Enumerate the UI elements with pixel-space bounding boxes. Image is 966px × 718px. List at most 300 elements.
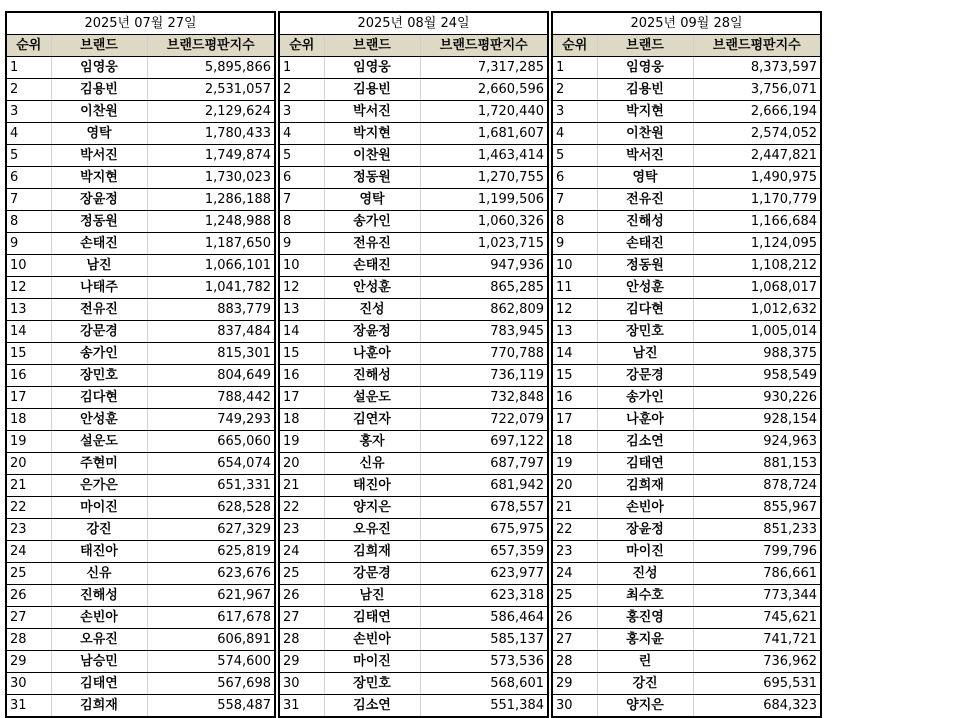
table-row <box>6 167 275 189</box>
rank-cell: 5 <box>6 145 51 167</box>
ranking-table <box>5 11 276 718</box>
index-cell: 947,936 <box>420 255 548 277</box>
rank-cell: 25 <box>552 585 597 607</box>
table-row <box>6 123 275 145</box>
rank-cell: 15 <box>6 343 51 365</box>
index-cell: 783,945 <box>420 321 548 343</box>
brand-cell: 진해성 <box>324 365 420 387</box>
table-row <box>6 145 275 167</box>
rank-cell: 1 <box>6 57 51 79</box>
brand-cell: 영탁 <box>324 189 420 211</box>
brand-cell: 주현미 <box>51 453 147 475</box>
rank-cell: 14 <box>279 321 324 343</box>
brand-cell: 김용빈 <box>597 79 693 101</box>
brand-cell: 오유진 <box>324 519 420 541</box>
brand-cell: 김소연 <box>324 695 420 718</box>
table-row <box>552 211 821 233</box>
brand-cell: 송가인 <box>597 387 693 409</box>
table-row <box>279 409 548 431</box>
brand-cell: 강문경 <box>324 563 420 585</box>
index-cell: 687,797 <box>420 453 548 475</box>
index-cell: 958,549 <box>693 365 821 387</box>
index-cell: 574,600 <box>147 651 275 673</box>
rank-cell: 16 <box>6 365 51 387</box>
index-cell: 1,780,433 <box>147 123 275 145</box>
rank-cell: 25 <box>6 563 51 585</box>
column-header-rank: 순위 <box>279 35 324 57</box>
table-row <box>279 189 548 211</box>
index-cell: 749,293 <box>147 409 275 431</box>
brand-cell: 이찬원 <box>51 101 147 123</box>
rank-cell: 14 <box>6 321 51 343</box>
index-cell: 1,286,188 <box>147 189 275 211</box>
brand-cell: 영탁 <box>51 123 147 145</box>
index-cell: 736,962 <box>693 651 821 673</box>
index-cell: 5,895,866 <box>147 57 275 79</box>
period-date: 2025년 07월 27일 <box>6 12 275 35</box>
table-row <box>279 453 548 475</box>
rank-cell: 18 <box>552 431 597 453</box>
rank-cell: 3 <box>552 101 597 123</box>
index-cell: 617,678 <box>147 607 275 629</box>
index-cell: 1,199,506 <box>420 189 548 211</box>
rank-cell: 5 <box>279 145 324 167</box>
table-row <box>6 607 275 629</box>
index-cell: 928,154 <box>693 409 821 431</box>
rank-cell: 27 <box>279 607 324 629</box>
brand-cell: 손빈아 <box>324 629 420 651</box>
table-row <box>552 585 821 607</box>
brand-cell: 김태연 <box>597 453 693 475</box>
index-cell: 1,005,014 <box>693 321 821 343</box>
rank-cell: 31 <box>6 695 51 718</box>
table-row <box>279 563 548 585</box>
table-row <box>552 409 821 431</box>
brand-cell: 손태진 <box>51 233 147 255</box>
index-cell: 988,375 <box>693 343 821 365</box>
table-row <box>552 255 821 277</box>
table-row <box>552 123 821 145</box>
table-row <box>552 343 821 365</box>
brand-cell: 전유진 <box>597 189 693 211</box>
index-cell: 2,531,057 <box>147 79 275 101</box>
brand-cell: 장윤정 <box>51 189 147 211</box>
rank-cell: 1 <box>552 57 597 79</box>
table-row <box>552 189 821 211</box>
rank-cell: 24 <box>279 541 324 563</box>
rank-cell: 12 <box>552 299 597 321</box>
table-row <box>552 79 821 101</box>
rank-cell: 31 <box>279 695 324 718</box>
index-cell: 651,331 <box>147 475 275 497</box>
index-cell: 1,023,715 <box>420 233 548 255</box>
rank-cell: 7 <box>6 189 51 211</box>
table-row <box>6 255 275 277</box>
brand-cell: 송가인 <box>324 211 420 233</box>
brand-cell: 강진 <box>51 519 147 541</box>
index-cell: 567,698 <box>147 673 275 695</box>
index-cell: 862,809 <box>420 299 548 321</box>
rank-cell: 4 <box>552 123 597 145</box>
table-row <box>6 321 275 343</box>
index-cell: 883,779 <box>147 299 275 321</box>
brand-cell: 김희재 <box>324 541 420 563</box>
rank-cell: 17 <box>279 387 324 409</box>
table-row <box>6 211 275 233</box>
rank-cell: 23 <box>552 541 597 563</box>
rank-cell: 4 <box>279 123 324 145</box>
table-row <box>279 387 548 409</box>
table-row <box>279 299 548 321</box>
table-row <box>552 475 821 497</box>
brand-cell: 전유진 <box>51 299 147 321</box>
table-row <box>6 453 275 475</box>
rank-cell: 1 <box>279 57 324 79</box>
index-cell: 2,129,624 <box>147 101 275 123</box>
index-cell: 924,963 <box>693 431 821 453</box>
brand-cell: 김태연 <box>51 673 147 695</box>
brand-cell: 박서진 <box>324 101 420 123</box>
rank-cell: 23 <box>6 519 51 541</box>
rank-cell: 15 <box>552 365 597 387</box>
ranking-sheet <box>5 11 822 718</box>
index-cell: 837,484 <box>147 321 275 343</box>
rank-cell: 28 <box>279 629 324 651</box>
table-row <box>6 277 275 299</box>
period-date: 2025년 09월 28일 <box>552 12 821 35</box>
brand-cell: 김다현 <box>597 299 693 321</box>
index-cell: 3,756,071 <box>693 79 821 101</box>
brand-cell: 진해성 <box>51 585 147 607</box>
rank-cell: 8 <box>552 211 597 233</box>
rank-cell: 2 <box>552 79 597 101</box>
table-row <box>279 497 548 519</box>
rank-cell: 6 <box>552 167 597 189</box>
brand-cell: 설운도 <box>324 387 420 409</box>
rank-cell: 24 <box>552 563 597 585</box>
index-cell: 851,233 <box>693 519 821 541</box>
brand-cell: 남진 <box>51 255 147 277</box>
rank-cell: 19 <box>279 431 324 453</box>
rank-cell: 7 <box>552 189 597 211</box>
ranking-table <box>551 11 822 718</box>
column-header-brand: 브랜드 <box>324 35 420 57</box>
brand-cell: 나훈아 <box>597 409 693 431</box>
rank-cell: 2 <box>279 79 324 101</box>
table-row <box>279 541 548 563</box>
table-row <box>6 299 275 321</box>
brand-cell: 남진 <box>324 585 420 607</box>
index-cell: 628,528 <box>147 497 275 519</box>
index-cell: 1,066,101 <box>147 255 275 277</box>
brand-cell: 장민호 <box>51 365 147 387</box>
rank-cell: 13 <box>279 299 324 321</box>
index-cell: 770,788 <box>420 343 548 365</box>
brand-cell: 손태진 <box>324 255 420 277</box>
brand-cell: 손빈아 <box>51 607 147 629</box>
index-cell: 675,975 <box>420 519 548 541</box>
table-row <box>6 695 275 718</box>
rank-cell: 23 <box>279 519 324 541</box>
rank-cell: 19 <box>552 453 597 475</box>
rank-cell: 12 <box>6 277 51 299</box>
rank-cell: 18 <box>6 409 51 431</box>
table-row <box>552 299 821 321</box>
rank-cell: 26 <box>6 585 51 607</box>
index-cell: 930,226 <box>693 387 821 409</box>
table-row <box>552 497 821 519</box>
table-row <box>279 365 548 387</box>
table-row <box>6 409 275 431</box>
table-row <box>552 563 821 585</box>
index-cell: 568,601 <box>420 673 548 695</box>
table-row <box>6 585 275 607</box>
brand-cell: 박지현 <box>324 123 420 145</box>
index-cell: 773,344 <box>693 585 821 607</box>
index-cell: 786,661 <box>693 563 821 585</box>
column-header-index: 브랜드평판지수 <box>420 35 548 57</box>
table-row <box>279 211 548 233</box>
brand-cell: 박지현 <box>51 167 147 189</box>
brand-cell: 진성 <box>324 299 420 321</box>
index-cell: 621,967 <box>147 585 275 607</box>
brand-cell: 양지은 <box>324 497 420 519</box>
index-cell: 799,796 <box>693 541 821 563</box>
rank-cell: 6 <box>279 167 324 189</box>
column-header-brand: 브랜드 <box>51 35 147 57</box>
table-row <box>279 695 548 718</box>
rank-cell: 29 <box>6 651 51 673</box>
brand-cell: 태진아 <box>51 541 147 563</box>
rank-cell: 2 <box>6 79 51 101</box>
column-header-rank: 순위 <box>552 35 597 57</box>
column-header-index: 브랜드평판지수 <box>693 35 821 57</box>
brand-cell: 이찬원 <box>597 123 693 145</box>
rank-cell: 24 <box>6 541 51 563</box>
rank-cell: 27 <box>6 607 51 629</box>
index-cell: 745,621 <box>693 607 821 629</box>
brand-cell: 손태진 <box>597 233 693 255</box>
rank-cell: 20 <box>552 475 597 497</box>
rank-cell: 17 <box>552 409 597 431</box>
rank-cell: 8 <box>6 211 51 233</box>
table-row <box>552 167 821 189</box>
table-row <box>279 79 548 101</box>
rank-cell: 28 <box>552 651 597 673</box>
brand-cell: 남승민 <box>51 651 147 673</box>
index-cell: 1,749,874 <box>147 145 275 167</box>
index-cell: 697,122 <box>420 431 548 453</box>
rank-cell: 19 <box>6 431 51 453</box>
rank-cell: 14 <box>552 343 597 365</box>
brand-cell: 신유 <box>51 563 147 585</box>
index-cell: 2,574,052 <box>693 123 821 145</box>
table-row <box>552 145 821 167</box>
ranking-table <box>278 11 549 718</box>
index-cell: 732,848 <box>420 387 548 409</box>
index-cell: 2,447,821 <box>693 145 821 167</box>
index-cell: 1,730,023 <box>147 167 275 189</box>
index-cell: 1,068,017 <box>693 277 821 299</box>
brand-cell: 박서진 <box>51 145 147 167</box>
index-cell: 665,060 <box>147 431 275 453</box>
table-row <box>279 343 548 365</box>
table-row <box>552 277 821 299</box>
table-row <box>279 585 548 607</box>
table-row <box>552 695 821 718</box>
brand-cell: 김다현 <box>51 387 147 409</box>
index-cell: 684,323 <box>693 695 821 718</box>
index-cell: 2,666,194 <box>693 101 821 123</box>
table-row <box>552 57 821 79</box>
rank-cell: 21 <box>279 475 324 497</box>
rank-cell: 6 <box>6 167 51 189</box>
rank-cell: 22 <box>6 497 51 519</box>
brand-cell: 진성 <box>597 563 693 585</box>
brand-cell: 설운도 <box>51 431 147 453</box>
index-cell: 623,977 <box>420 563 548 585</box>
index-cell: 736,119 <box>420 365 548 387</box>
table-row <box>6 651 275 673</box>
table-row <box>279 101 548 123</box>
brand-cell: 김희재 <box>51 695 147 718</box>
table-row <box>6 497 275 519</box>
brand-cell: 장윤정 <box>597 519 693 541</box>
index-cell: 1,720,440 <box>420 101 548 123</box>
index-cell: 1,248,988 <box>147 211 275 233</box>
rank-cell: 17 <box>6 387 51 409</box>
table-row <box>552 629 821 651</box>
brand-cell: 이찬원 <box>324 145 420 167</box>
brand-cell: 최수호 <box>597 585 693 607</box>
rank-cell: 30 <box>279 673 324 695</box>
index-cell: 654,074 <box>147 453 275 475</box>
index-cell: 586,464 <box>420 607 548 629</box>
table-row <box>552 387 821 409</box>
brand-cell: 박지현 <box>597 101 693 123</box>
rank-cell: 22 <box>279 497 324 519</box>
index-cell: 741,721 <box>693 629 821 651</box>
table-row <box>552 321 821 343</box>
index-cell: 1,170,779 <box>693 189 821 211</box>
rank-cell: 30 <box>552 695 597 718</box>
brand-cell: 김태연 <box>324 607 420 629</box>
rank-cell: 26 <box>552 607 597 629</box>
index-cell: 657,359 <box>420 541 548 563</box>
rank-cell: 20 <box>279 453 324 475</box>
brand-cell: 마이진 <box>51 497 147 519</box>
table-row <box>552 651 821 673</box>
table-row <box>279 629 548 651</box>
brand-cell: 김희재 <box>597 475 693 497</box>
rank-cell: 29 <box>552 673 597 695</box>
table-row <box>6 387 275 409</box>
brand-cell: 은가은 <box>51 475 147 497</box>
brand-cell: 정동원 <box>324 167 420 189</box>
table-row <box>552 431 821 453</box>
index-cell: 1,060,326 <box>420 211 548 233</box>
index-cell: 623,318 <box>420 585 548 607</box>
table-row <box>6 189 275 211</box>
table-row <box>6 519 275 541</box>
index-cell: 1,108,212 <box>693 255 821 277</box>
rank-cell: 9 <box>279 233 324 255</box>
table-row <box>279 145 548 167</box>
brand-cell: 강문경 <box>597 365 693 387</box>
table-row <box>6 79 275 101</box>
table-row <box>6 563 275 585</box>
table-row <box>279 519 548 541</box>
table-row <box>279 475 548 497</box>
rank-cell: 8 <box>279 211 324 233</box>
table-row <box>279 167 548 189</box>
index-cell: 878,724 <box>693 475 821 497</box>
column-header-index: 브랜드평판지수 <box>147 35 275 57</box>
rank-cell: 9 <box>552 233 597 255</box>
brand-cell: 신유 <box>324 453 420 475</box>
table-row <box>552 101 821 123</box>
table-row <box>6 343 275 365</box>
rank-cell: 28 <box>6 629 51 651</box>
brand-cell: 홍지윤 <box>597 629 693 651</box>
rank-cell: 16 <box>279 365 324 387</box>
index-cell: 865,285 <box>420 277 548 299</box>
rank-cell: 30 <box>6 673 51 695</box>
table-row <box>552 607 821 629</box>
rank-cell: 22 <box>552 519 597 541</box>
index-cell: 1,012,632 <box>693 299 821 321</box>
brand-cell: 전유진 <box>324 233 420 255</box>
table-row <box>552 453 821 475</box>
rank-cell: 13 <box>552 321 597 343</box>
index-cell: 678,557 <box>420 497 548 519</box>
brand-cell: 김용빈 <box>51 79 147 101</box>
table-row <box>6 365 275 387</box>
column-header-rank: 순위 <box>6 35 51 57</box>
brand-cell: 손빈아 <box>597 497 693 519</box>
brand-cell: 강진 <box>597 673 693 695</box>
rank-cell: 15 <box>279 343 324 365</box>
table-row <box>6 541 275 563</box>
index-cell: 1,463,414 <box>420 145 548 167</box>
rank-cell: 3 <box>279 101 324 123</box>
rank-cell: 12 <box>279 277 324 299</box>
brand-cell: 양지은 <box>597 695 693 718</box>
table-row <box>6 233 275 255</box>
table-row <box>279 607 548 629</box>
brand-cell: 정동원 <box>51 211 147 233</box>
table-row <box>552 541 821 563</box>
brand-cell: 마이진 <box>597 541 693 563</box>
index-cell: 788,442 <box>147 387 275 409</box>
brand-cell: 진해성 <box>597 211 693 233</box>
table-row <box>279 233 548 255</box>
index-cell: 606,891 <box>147 629 275 651</box>
table-row <box>279 431 548 453</box>
table-row <box>279 123 548 145</box>
index-cell: 623,676 <box>147 563 275 585</box>
index-cell: 855,967 <box>693 497 821 519</box>
table-row <box>279 651 548 673</box>
table-row <box>279 255 548 277</box>
brand-cell: 송가인 <box>51 343 147 365</box>
brand-cell: 장민호 <box>324 673 420 695</box>
brand-cell: 김소연 <box>597 431 693 453</box>
rank-cell: 26 <box>279 585 324 607</box>
index-cell: 558,487 <box>147 695 275 718</box>
rank-cell: 29 <box>279 651 324 673</box>
index-cell: 1,166,684 <box>693 211 821 233</box>
